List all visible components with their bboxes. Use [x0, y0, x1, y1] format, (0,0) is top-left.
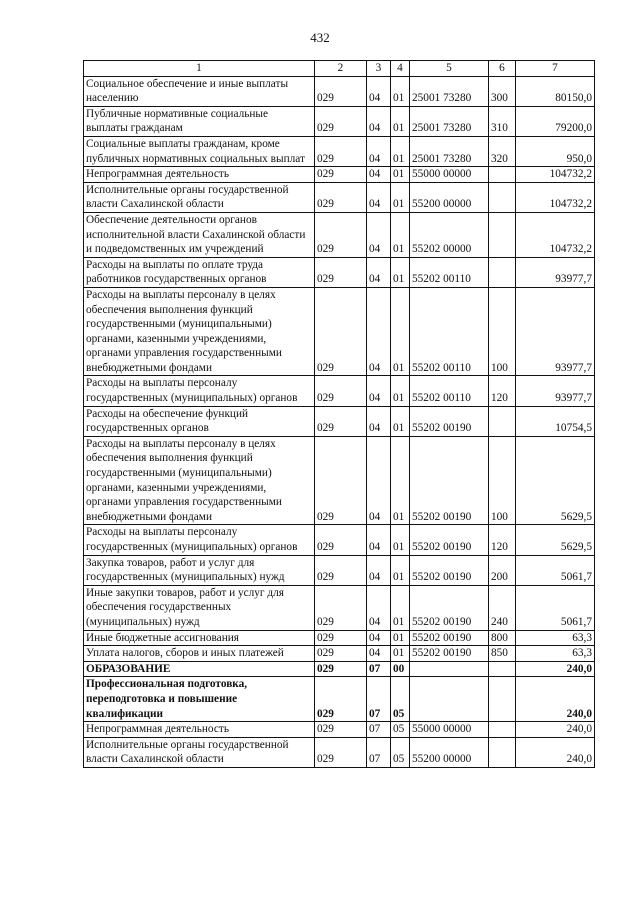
- amount-cell: 10754,5: [516, 406, 595, 436]
- admin-code-cell: 029: [315, 76, 367, 106]
- admin-code-cell: 029: [315, 436, 367, 525]
- expense-type-cell: 300: [489, 76, 516, 106]
- amount-cell: 5061,7: [516, 555, 595, 585]
- table-row: [84, 376, 595, 406]
- expense-type-cell: 320: [489, 136, 516, 166]
- amount-cell: 93977,7: [516, 287, 595, 376]
- section-code-cell: 04: [367, 167, 391, 183]
- subsection-code-cell: 01: [391, 555, 410, 585]
- target-article-cell: 55202 00000: [410, 212, 489, 257]
- section-code-cell: 07: [367, 661, 391, 677]
- subsection-code-cell: 01: [391, 76, 410, 106]
- target-article-cell: 55200 00000: [410, 182, 489, 212]
- section-code-cell: 07: [367, 722, 391, 738]
- subsection-code-cell: 01: [391, 106, 410, 136]
- table-row: [84, 737, 595, 767]
- amount-cell: 5061,7: [516, 585, 595, 630]
- table-row: [84, 677, 595, 722]
- column-header: 5: [410, 61, 489, 77]
- subsection-code-cell: 05: [391, 737, 410, 767]
- column-header: 4: [391, 61, 410, 77]
- row-name-cell: Социальное обеспечение и иные выплаты населению: [84, 76, 315, 106]
- table-row: [84, 167, 595, 183]
- expense-type-cell: 120: [489, 376, 516, 406]
- admin-code-cell: 029: [315, 585, 367, 630]
- row-name-cell: Профессиональная подготовка, переподготовка и повышение квалификации: [84, 677, 315, 722]
- expense-type-cell: 240: [489, 585, 516, 630]
- admin-code-cell: 029: [315, 677, 367, 722]
- admin-code-cell: 029: [315, 136, 367, 166]
- row-name-cell: Иные бюджетные ассигнования: [84, 630, 315, 646]
- target-article-cell: 55202 00190: [410, 525, 489, 555]
- table-row: [84, 106, 595, 136]
- subsection-code-cell: 01: [391, 630, 410, 646]
- subsection-code-cell: 05: [391, 722, 410, 738]
- expense-type-cell: [489, 661, 516, 677]
- target-article-cell: 55202 00110: [410, 287, 489, 376]
- section-code-cell: 04: [367, 555, 391, 585]
- table-row: [84, 257, 595, 287]
- target-article-cell: 55200 00000: [410, 737, 489, 767]
- section-code-cell: 04: [367, 182, 391, 212]
- amount-cell: 5629,5: [516, 436, 595, 525]
- section-code-cell: 04: [367, 646, 391, 662]
- amount-cell: 950,0: [516, 136, 595, 166]
- admin-code-cell: 029: [315, 376, 367, 406]
- amount-cell: 79200,0: [516, 106, 595, 136]
- subsection-code-cell: 01: [391, 646, 410, 662]
- subsection-code-cell: 01: [391, 525, 410, 555]
- section-code-cell: 04: [367, 287, 391, 376]
- expense-type-cell: 100: [489, 287, 516, 376]
- row-name-cell: Уплата налогов, сборов и иных платежей: [84, 646, 315, 662]
- target-article-cell: 55000 00000: [410, 167, 489, 183]
- expense-type-cell: 120: [489, 525, 516, 555]
- subsection-code-cell: 01: [391, 136, 410, 166]
- table-row: [84, 136, 595, 166]
- amount-cell: 93977,7: [516, 257, 595, 287]
- section-code-cell: 04: [367, 525, 391, 555]
- admin-code-cell: 029: [315, 287, 367, 376]
- target-article-cell: 55202 00190: [410, 555, 489, 585]
- section-code-cell: 04: [367, 76, 391, 106]
- admin-code-cell: 029: [315, 737, 367, 767]
- section-code-cell: 04: [367, 406, 391, 436]
- subsection-code-cell: 01: [391, 182, 410, 212]
- target-article-cell: 55202 00190: [410, 585, 489, 630]
- row-name-cell: Обеспечение деятельности органов исполнительной власти Сахалинской области и подведомственных им учреждений: [84, 212, 315, 257]
- target-article-cell: 25001 73280: [410, 76, 489, 106]
- expense-type-cell: [489, 722, 516, 738]
- target-article-cell: 55000 00000: [410, 722, 489, 738]
- row-name-cell: Расходы на выплаты персоналу государственных (муниципальных) органов: [84, 525, 315, 555]
- table-row: [84, 525, 595, 555]
- amount-cell: 93977,7: [516, 376, 595, 406]
- subsection-code-cell: 00: [391, 661, 410, 677]
- column-header: 3: [367, 61, 391, 77]
- table-row: [84, 585, 595, 630]
- admin-code-cell: 029: [315, 722, 367, 738]
- subsection-code-cell: 01: [391, 376, 410, 406]
- table-row: [84, 76, 595, 106]
- row-name-cell: Непрограммная деятельность: [84, 722, 315, 738]
- column-header: 7: [516, 61, 595, 77]
- table-row: [84, 555, 595, 585]
- subsection-code-cell: 01: [391, 287, 410, 376]
- subsection-code-cell: 05: [391, 677, 410, 722]
- expense-type-cell: [489, 182, 516, 212]
- expense-type-cell: [489, 257, 516, 287]
- subsection-code-cell: 01: [391, 585, 410, 630]
- admin-code-cell: 029: [315, 630, 367, 646]
- admin-code-cell: 029: [315, 525, 367, 555]
- target-article-cell: [410, 677, 489, 722]
- table-row: [84, 182, 595, 212]
- section-code-cell: 04: [367, 106, 391, 136]
- admin-code-cell: 029: [315, 646, 367, 662]
- target-article-cell: 25001 73280: [410, 136, 489, 166]
- expense-type-cell: 850: [489, 646, 516, 662]
- column-header: 1: [84, 61, 315, 77]
- column-header: 6: [489, 61, 516, 77]
- section-code-cell: 04: [367, 212, 391, 257]
- row-name-cell: Публичные нормативные социальные выплаты гражданам: [84, 106, 315, 136]
- row-name-cell: Расходы на выплаты по оплате труда работников государственных органов: [84, 257, 315, 287]
- admin-code-cell: 029: [315, 406, 367, 436]
- expense-type-cell: 200: [489, 555, 516, 585]
- admin-code-cell: 029: [315, 212, 367, 257]
- admin-code-cell: 029: [315, 555, 367, 585]
- column-header: 2: [315, 61, 367, 77]
- section-code-cell: 04: [367, 376, 391, 406]
- table-row: [84, 661, 595, 677]
- expense-type-cell: [489, 167, 516, 183]
- row-name-cell: Социальные выплаты гражданам, кроме публичных нормативных социальных выплат: [84, 136, 315, 166]
- amount-cell: 104732,2: [516, 167, 595, 183]
- subsection-code-cell: 01: [391, 406, 410, 436]
- row-name-cell: ОБРАЗОВАНИЕ: [84, 661, 315, 677]
- amount-cell: 240,0: [516, 737, 595, 767]
- page-number: 432: [310, 30, 330, 45]
- section-code-cell: 04: [367, 257, 391, 287]
- row-name-cell: Расходы на выплаты персоналу в целях обеспечения выполнения функций государственными (муниципальными) органами, казенными учреждениями, органами управления государственными внебюджетными фондами: [84, 287, 315, 376]
- section-code-cell: 04: [367, 585, 391, 630]
- target-article-cell: 55202 00190: [410, 406, 489, 436]
- target-article-cell: [410, 661, 489, 677]
- amount-cell: 5629,5: [516, 525, 595, 555]
- header-row: [84, 61, 595, 77]
- expense-type-cell: [489, 212, 516, 257]
- expense-type-cell: 800: [489, 630, 516, 646]
- subsection-code-cell: 01: [391, 212, 410, 257]
- row-name-cell: Исполнительные органы государственной власти Сахалинской области: [84, 737, 315, 767]
- amount-cell: 240,0: [516, 722, 595, 738]
- admin-code-cell: 029: [315, 106, 367, 136]
- section-code-cell: 07: [367, 677, 391, 722]
- table-row: [84, 406, 595, 436]
- expense-type-cell: 100: [489, 436, 516, 525]
- table-row: [84, 722, 595, 738]
- expense-type-cell: 310: [489, 106, 516, 136]
- budget-table: [83, 60, 595, 768]
- row-name-cell: Расходы на выплаты персоналу в целях обеспечения выполнения функций государственными (муниципальными) органами, казенными учреждениями, органами управления государственными внебюджетными фондами: [84, 436, 315, 525]
- amount-cell: 63,3: [516, 630, 595, 646]
- subsection-code-cell: 01: [391, 436, 410, 525]
- table-row: [84, 212, 595, 257]
- subsection-code-cell: 01: [391, 167, 410, 183]
- section-code-cell: 04: [367, 136, 391, 166]
- target-article-cell: 55202 00110: [410, 257, 489, 287]
- amount-cell: 104732,2: [516, 182, 595, 212]
- row-name-cell: Расходы на выплаты персоналу государственных (муниципальных) органов: [84, 376, 315, 406]
- table-row: [84, 287, 595, 376]
- admin-code-cell: 029: [315, 167, 367, 183]
- amount-cell: 240,0: [516, 661, 595, 677]
- amount-cell: 80150,0: [516, 76, 595, 106]
- amount-cell: 104732,2: [516, 212, 595, 257]
- target-article-cell: 25001 73280: [410, 106, 489, 136]
- row-name-cell: Иные закупки товаров, работ и услуг для обеспечения государственных (муниципальных) нужд: [84, 585, 315, 630]
- table-row: [84, 630, 595, 646]
- row-name-cell: Непрограммная деятельность: [84, 167, 315, 183]
- admin-code-cell: 029: [315, 257, 367, 287]
- row-name-cell: Расходы на обеспечение функций государственных органов: [84, 406, 315, 436]
- table-row: [84, 436, 595, 525]
- amount-cell: 63,3: [516, 646, 595, 662]
- section-code-cell: 04: [367, 630, 391, 646]
- admin-code-cell: 029: [315, 661, 367, 677]
- admin-code-cell: 029: [315, 182, 367, 212]
- target-article-cell: 55202 00190: [410, 436, 489, 525]
- section-code-cell: 04: [367, 436, 391, 525]
- expense-type-cell: [489, 737, 516, 767]
- row-name-cell: Закупка товаров, работ и услуг для государственных (муниципальных) нужд: [84, 555, 315, 585]
- amount-cell: 240,0: [516, 677, 595, 722]
- row-name-cell: Исполнительные органы государственной власти Сахалинской области: [84, 182, 315, 212]
- expense-type-cell: [489, 406, 516, 436]
- target-article-cell: 55202 00110: [410, 376, 489, 406]
- table-row: [84, 646, 595, 662]
- subsection-code-cell: 01: [391, 257, 410, 287]
- target-article-cell: 55202 00190: [410, 630, 489, 646]
- target-article-cell: 55202 00190: [410, 646, 489, 662]
- section-code-cell: 07: [367, 737, 391, 767]
- expense-type-cell: [489, 677, 516, 722]
